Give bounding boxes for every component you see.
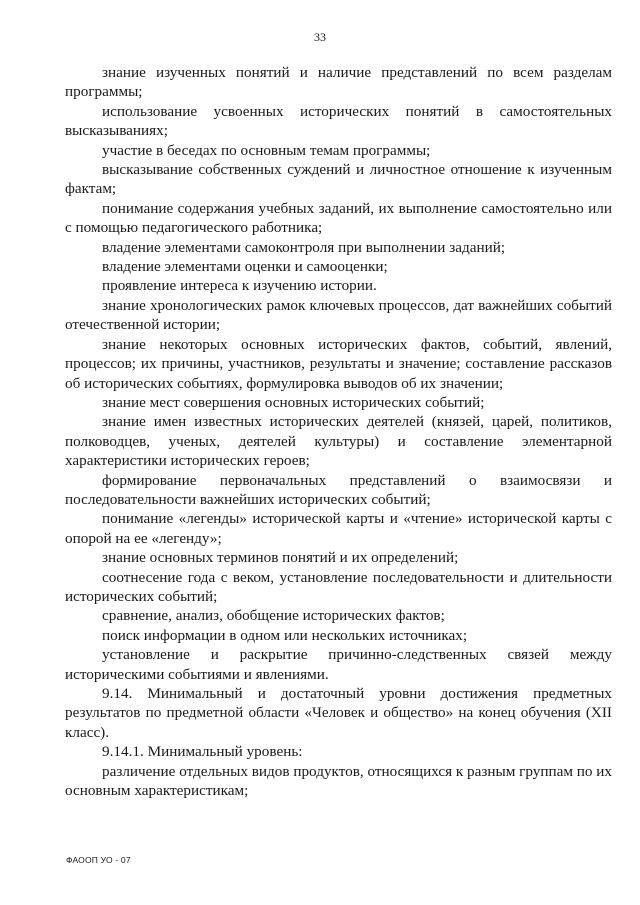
paragraph: различение отдельных видов продуктов, относящихся к разным группам по их основным характеристикам; [65,762,612,800]
paragraph: формирование первоначальных представлений о взаимосвязи и последовательности важнейших исторических событий; [65,471,612,508]
paragraph: установление и раскрытие причинно-следственных связей между историческими событиями и явлениями. [65,646,612,683]
paragraph: знание изученных понятий и наличие представлений по всем разделам программы; [65,64,612,101]
paragraph: знание имен известных исторических деятелей (князей, царей, политиков, полководцев, ученых, деятелей культуры) и составление элементарной характеристики исторических героев; [65,413,612,470]
paragraph: использование усвоенных исторических понятий в самостоятельных высказываниях; [65,102,612,140]
paragraph: соотнесение года с веком, установление последовательности и длительности исторических событий; [65,568,612,605]
paragraph: знание мест совершения основных исторических событий; [102,393,485,411]
paragraph: сравнение, анализ, обобщение исторических фактов; [102,607,445,625]
paragraph: владение элементами оценки и самооценки; [102,258,388,276]
paragraph: знание основных терминов понятий и их определений; [102,549,459,567]
paragraph: знание хронологических рамок ключевых процессов, дат важнейших событий отечественной истории; [65,296,612,334]
paragraph: понимание содержания учебных заданий, их выполнение самостоятельно или с помощью педагогического работника; [65,199,612,237]
paragraph: понимание «легенды» исторической карты и «чтение» исторической карты с опорой на ее «легенду»; [65,510,612,547]
subsection-heading: 9.14.1. Минимальный уровень: [102,743,303,761]
paragraph: проявление интереса к изучению истории. [102,277,377,295]
section-heading: 9.14. Минимальный и достаточный уровни достижения предметных результатов по предметной области «Человек и общество» на конец обучения (XII класс). [65,685,612,741]
page-number: 33 [314,30,326,44]
paragraph: участие в беседах по основным темам программы; [102,141,431,159]
paragraph: высказывание собственных суждений и личностное отношение к изученным фактам; [65,161,612,198]
paragraph: поиск информации в одном или нескольких источниках; [102,626,468,644]
page-body [65,63,612,800]
paragraph: знание некоторых основных исторических фактов, событий, явлений, процессов; их причины, участников, результаты и значение; составление рассказов об исторических событиях, формулировка выводов об их значении; [65,335,612,392]
document-code-footer: ФАООП УО - 07 [66,855,131,865]
paragraph: владение элементами самоконтроля при выполнении заданий; [102,238,506,256]
